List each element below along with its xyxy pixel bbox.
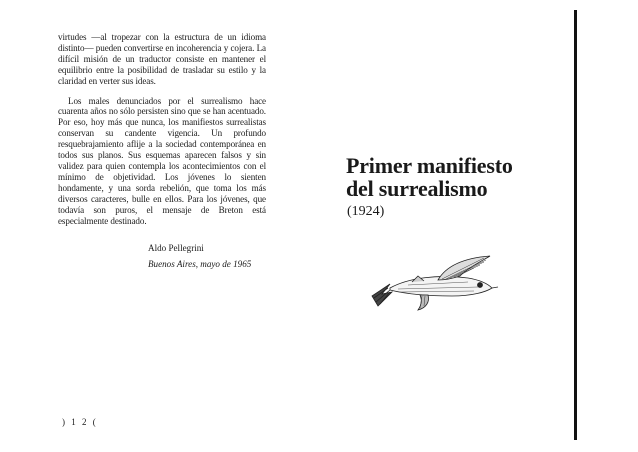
place-date: Buenos Aires, mayo de 1965 bbox=[148, 259, 252, 269]
title-line-2: del surrealismo bbox=[346, 176, 488, 201]
author-name: Aldo Pellegrini bbox=[148, 243, 204, 253]
paragraph-1: virtudes —al tropezar con la estructura de un idioma distinto— pueden convertirse en incoherencia y cojera. La difícil misión de un traductor consiste en mantener el equilibrio entre la posibilidad de trasladar su estilo y la claridad en verter sus ideas. bbox=[58, 32, 266, 86]
page-edge-line bbox=[574, 10, 577, 440]
left-page-text bbox=[58, 32, 266, 226]
paragraph-2: Los males denunciados por el surrealismo hace cuarenta años no sólo persisten sino que se han acentuado. Por eso, hoy más que nunca, los manifiestos surrealistas conservan su candente vigencia. Un profundo resquebrajamiento aflije a la sociedad contemporánea en todos sus planos. Sus esquemas aparecen falsos y sin validez para quien contempla los acontecimientos con el mínimo de objetividad. Los jóvenes lo sienten hondamente, y una sorda rebelión, que toma los más diversos caracteres, bulle en ellos. Para los jóvenes, que todavía son puros, el mensaje de Breton está especialmente destinado. bbox=[58, 95, 266, 226]
chapter-year: (1924) bbox=[347, 204, 385, 219]
page-number: ) 1 2 ( bbox=[62, 417, 98, 427]
title-line-1: Primer manifiesto bbox=[346, 153, 513, 178]
flying-fish-icon bbox=[368, 254, 508, 312]
signature-block bbox=[148, 240, 251, 272]
chapter-title bbox=[346, 154, 513, 200]
